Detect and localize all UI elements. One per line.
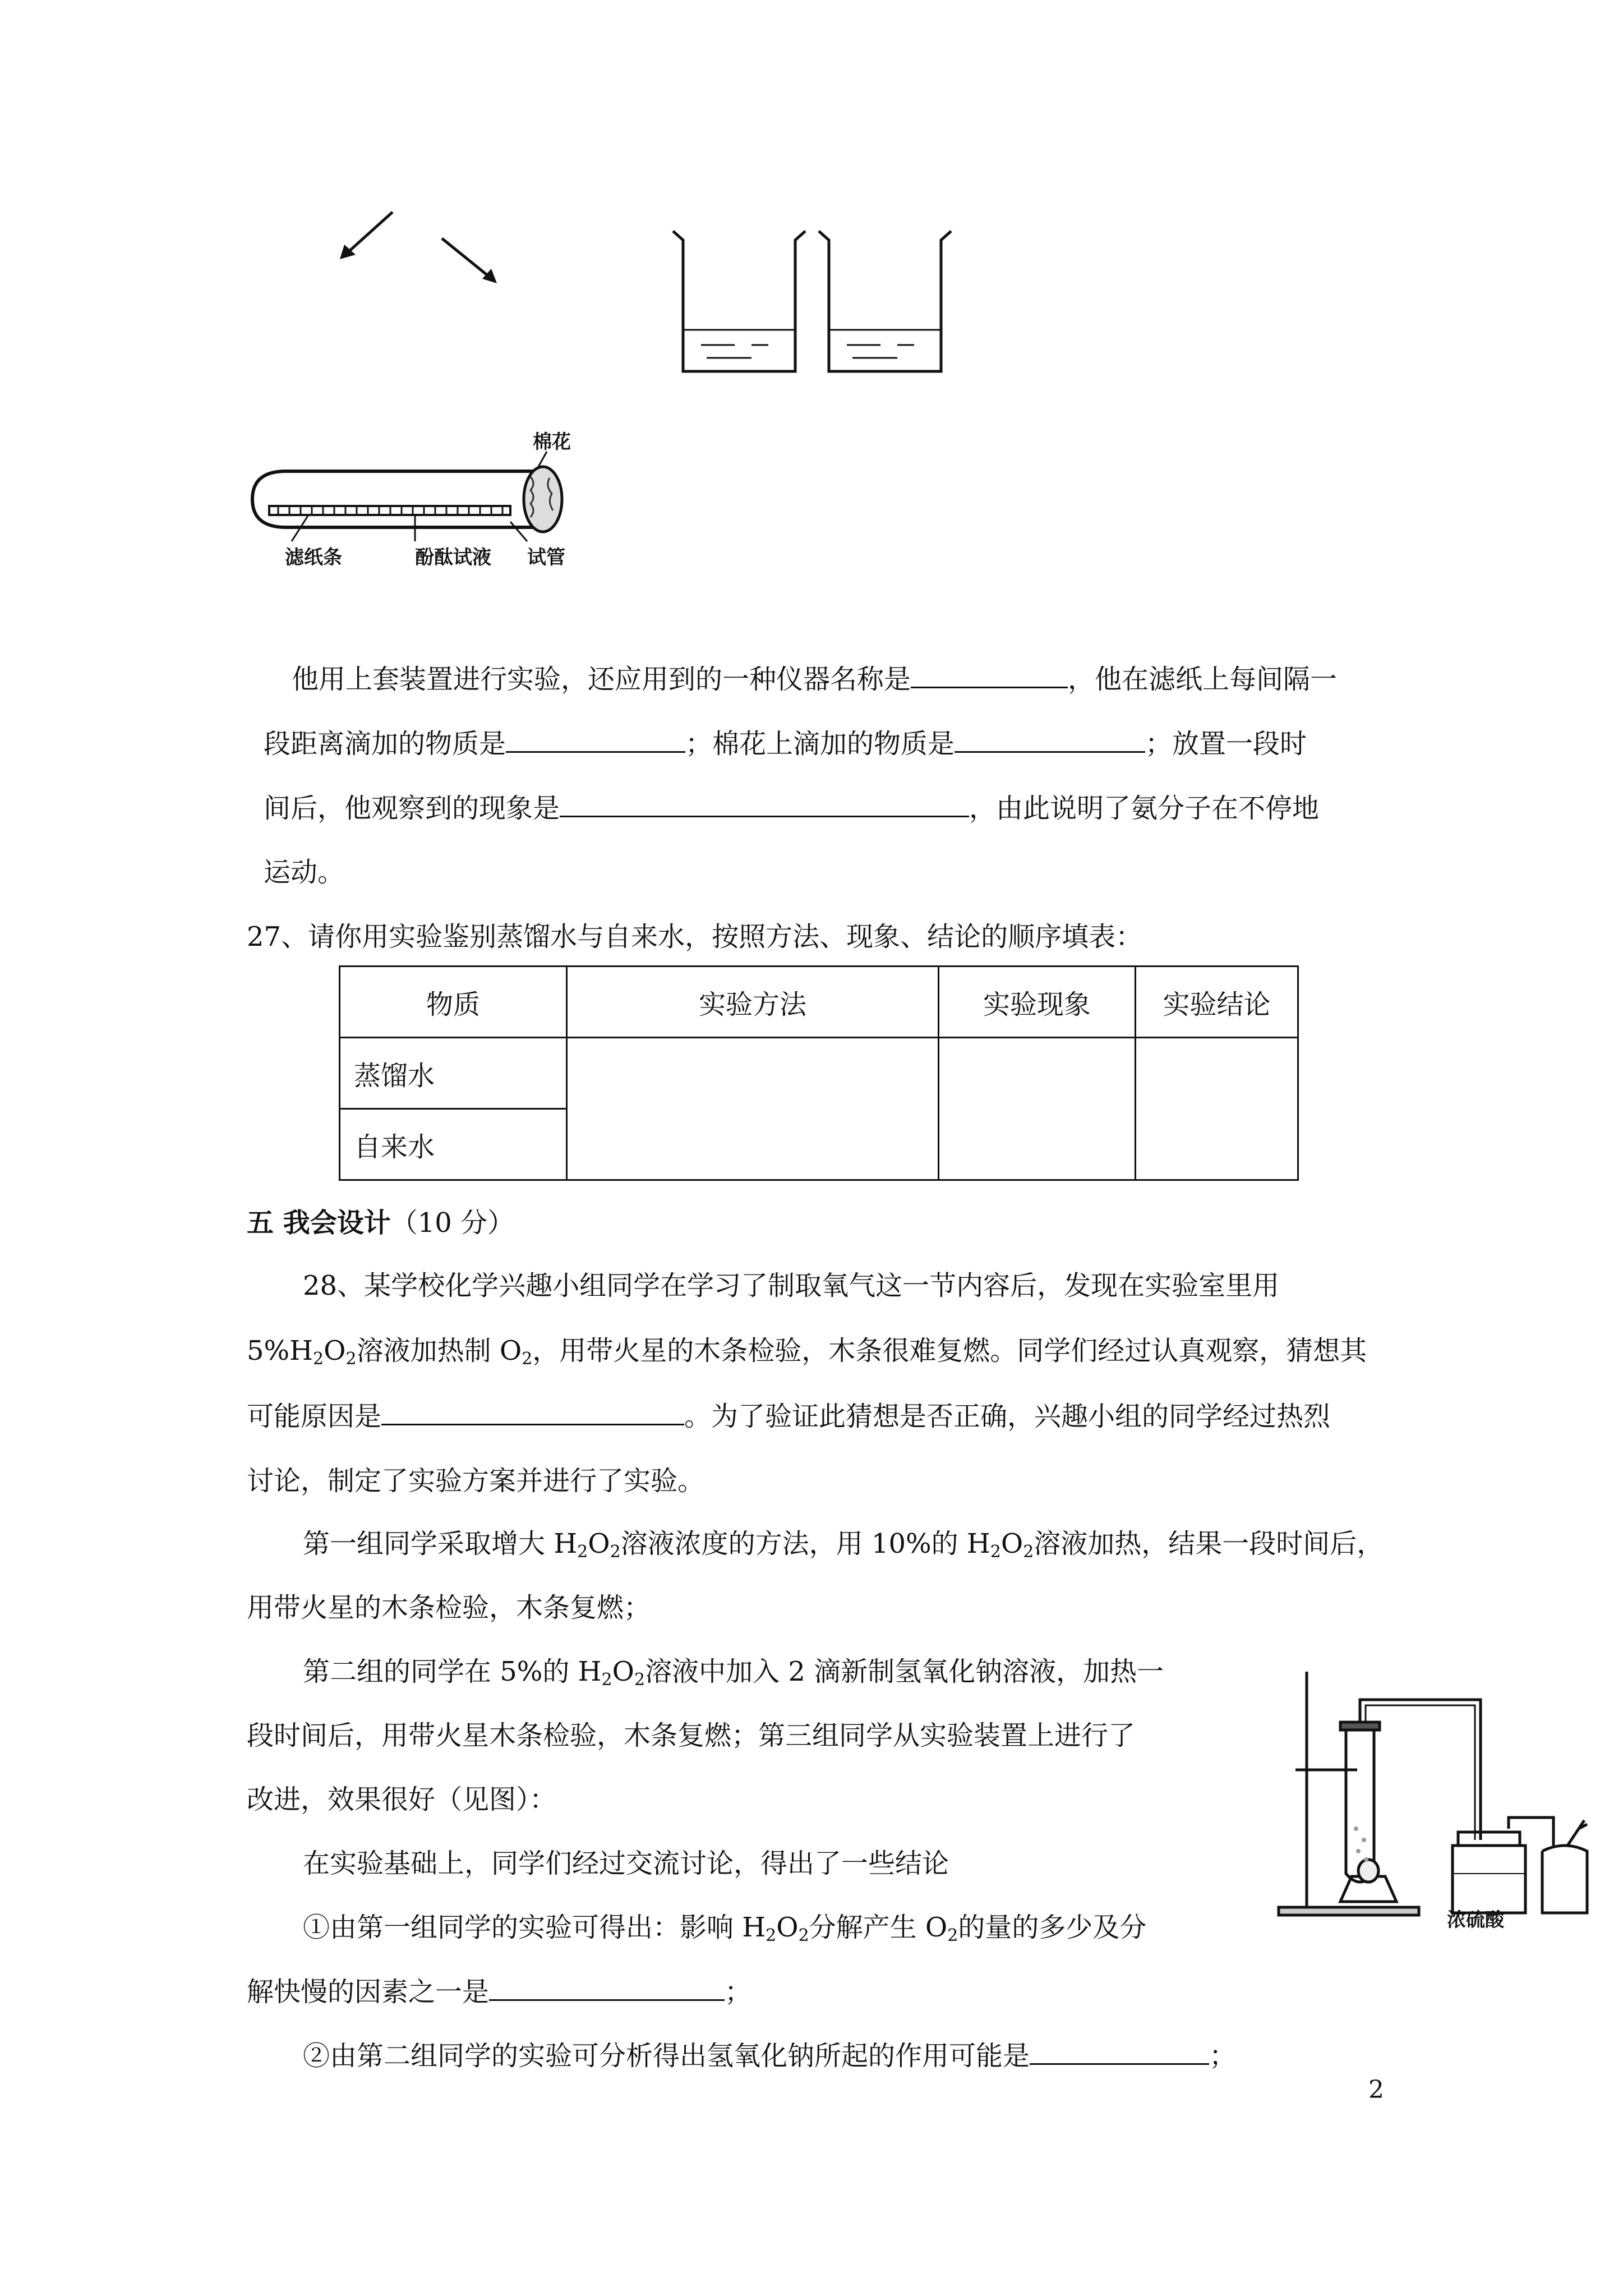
table-header: 实验现象 bbox=[939, 967, 1136, 1038]
label-test-tube: 试管 bbox=[527, 546, 565, 569]
apparatus-figure bbox=[1262, 1660, 1598, 1930]
answer-blank-phenomenon[interactable] bbox=[560, 791, 969, 817]
q28-group1-line-2: 用带火星的木条检验，木条复燃； bbox=[247, 1592, 651, 1623]
q28-line-3: 可能原因是 。为了验证此猜想是否正确，兴趣小组的同学经过热烈 bbox=[247, 1399, 1330, 1433]
page-number: 2 bbox=[1368, 2076, 1384, 2104]
section-score: （10 分） bbox=[390, 1207, 515, 1239]
q28-group3-line: 改进，效果很好（见图）： bbox=[247, 1784, 557, 1815]
q27-prompt: 27、请你用实验鉴别蒸馏水与自来水，按照方法、现象、结论的顺序填表： bbox=[247, 921, 1143, 953]
section-5-heading bbox=[247, 1206, 514, 1240]
answer-cell-method[interactable] bbox=[567, 1038, 939, 1180]
q28-group2-line-2: 段时间后，用带火星木条检验，木条复燃；第三组同学从实验装置上进行了 bbox=[247, 1720, 1136, 1751]
answer-cell-phenomenon[interactable] bbox=[939, 1038, 1136, 1180]
q28-line-1: 28、某学校化学兴趣小组同学在学习了制取氧气这一节内容后，发现在实验室里用 bbox=[303, 1270, 1280, 1301]
table-header: 实验结论 bbox=[1136, 967, 1298, 1038]
q26-text: 段距离滴加的物质是 bbox=[264, 728, 506, 760]
arrow-right-down-icon bbox=[437, 233, 505, 289]
q26-text: ，他在滤纸上每间隔一 bbox=[1068, 664, 1338, 695]
q28-line-4: 讨论，制定了实验方案并进行了实验。 bbox=[247, 1465, 705, 1497]
q26-text: ；棉花上滴加的物质是 bbox=[685, 728, 955, 760]
table-header: 实验方法 bbox=[567, 967, 939, 1038]
table-row-label: 蒸馏水 bbox=[340, 1038, 567, 1109]
q26-text: ；放置一段时 bbox=[1145, 728, 1307, 760]
q26-line-3 bbox=[264, 791, 1319, 825]
q26-text: ，由此说明了氨分子在不停地 bbox=[969, 793, 1320, 824]
answer-blank-naoh-role[interactable] bbox=[1030, 2039, 1209, 2065]
q28-group2-line-1: 第二组的同学在 5%的 $H_2O_2$溶液中加入 2 滴新制氢氧化钠溶液，加热一 bbox=[303, 1656, 1164, 1690]
q26-line-2 bbox=[264, 726, 1307, 761]
q28-conclusion-1: ①由第一组同学的实验可得出：影响 $H_2O_2$分解产生 $O_2$的量的多少及分 bbox=[303, 1912, 1147, 1945]
answer-blank-filter-substance[interactable] bbox=[506, 726, 685, 753]
answer-blank-factor[interactable] bbox=[489, 1975, 725, 2001]
label-concentrated-sulfuric-acid: 浓硫酸 bbox=[1447, 1909, 1504, 1931]
label-filter-strip: 滤纸条 bbox=[285, 546, 342, 569]
q26-text: 间后，他观察到的现象是 bbox=[264, 793, 560, 824]
q28-discussion: 在实验基础上，同学们经过交流讨论，得出了一些结论 bbox=[303, 1848, 949, 1879]
beakers-figure bbox=[667, 224, 976, 381]
table-row-label: 自来水 bbox=[340, 1109, 567, 1180]
answer-blank-reason[interactable] bbox=[381, 1399, 684, 1425]
arrow-left-down-icon bbox=[336, 208, 398, 264]
q28-line-2: $5\%H_2O_2$溶液加热制 $O_2$，用带火星的木条检验，木条很难复燃。同学们经过认真观察，猜想其 bbox=[247, 1335, 1367, 1369]
answer-blank-cotton-substance[interactable] bbox=[955, 726, 1145, 753]
table-header: 物质 bbox=[340, 967, 567, 1038]
q28-conclusion-1-line-2: 解快慢的因素之一是 ； bbox=[247, 1975, 751, 2009]
q28-conclusion-2: ②由第二组同学的实验可分析得出氢氧化钠所起的作用可能是 ； bbox=[303, 2039, 1236, 2073]
label-phenolphthalein: 酚酞试液 bbox=[415, 546, 491, 569]
q26-text: 他用上套装置进行实验，还应用到的一种仪器名称是 bbox=[292, 664, 911, 695]
q26-line-4: 运动。 bbox=[264, 857, 345, 888]
section-title: 五 我会设计 bbox=[247, 1207, 391, 1239]
q28-group1-line-1: 第一组同学采取增大 $H_2O_2$溶液浓度的方法，用 10%的 $H_2O_2$溶液加热，结果一段时间后， bbox=[303, 1528, 1384, 1562]
answer-blank-instrument[interactable] bbox=[911, 662, 1068, 688]
label-cotton: 棉花 bbox=[533, 431, 571, 453]
answer-cell-conclusion[interactable] bbox=[1136, 1038, 1298, 1180]
q26-line-1 bbox=[292, 662, 1337, 696]
experiment-table bbox=[339, 965, 1299, 1181]
